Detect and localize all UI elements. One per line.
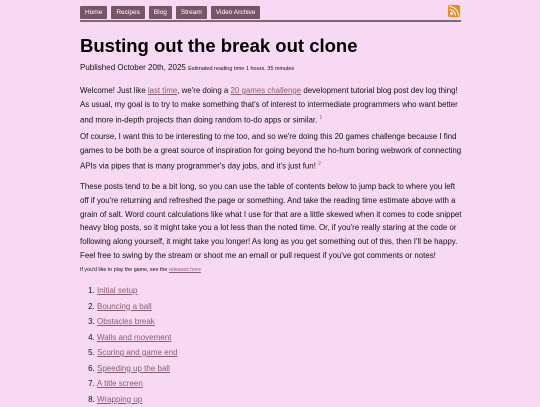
toc-item [97, 314, 178, 330]
header-divider [80, 20, 461, 22]
toc-item [97, 345, 178, 361]
toc-item [97, 299, 178, 315]
post-meta [80, 63, 294, 72]
toc-walls-and-movement-link[interactable]: Walls and movement [97, 333, 171, 342]
toc-bouncing-a-ball-link[interactable]: Bouncing a ball [97, 302, 152, 311]
last-time-link[interactable]: last time [148, 86, 177, 95]
nav-recipes[interactable]: Recipes [111, 6, 144, 19]
rss-feed-icon[interactable] [448, 5, 460, 17]
page-title: Busting out the break out clone [80, 35, 358, 57]
nav-stream[interactable]: Stream [176, 6, 207, 19]
reading-note-paragraph: These posts tend to be a bit long, so you can use the table of contents below to jump back to where you left off if you're returning and refreshed the page or something. And take the reading time estimate above with a grain of salt. Word count calculations like what I use for that are a little skewed when it comes to code snippet heavy blog posts, so it might take you a lot less than the noted time. Or, if you're really staring at the code or following along yourself, it might take you longer! As long as you get something out of this, then I'll be happy. Feel free to swing by the stream or shoot me an email or pull request if you've got comments or notes! [80, 180, 462, 263]
nav-video-archive[interactable]: Video Archive [211, 6, 261, 19]
toc-item [97, 283, 178, 299]
intro-text-2: , we're doing a [177, 86, 230, 95]
releases-link[interactable]: releases here [169, 267, 201, 273]
nav-home[interactable]: Home [80, 6, 107, 19]
toc-obstacles-break-link[interactable]: Obstacles break [97, 317, 155, 326]
nav-blog[interactable]: Blog [149, 6, 172, 19]
reading-time: Estimated reading time 1 hours, 35 minutes [188, 66, 294, 72]
play-game-note [80, 267, 201, 273]
toc-item [97, 330, 178, 346]
toc-item [97, 376, 178, 392]
toc-item [97, 361, 178, 377]
footnote-2-link[interactable]: 2 [318, 161, 321, 167]
rss-arc-outer [449, 6, 459, 16]
play-game-text: If you'd like to play the game, see the [80, 267, 169, 273]
intro-text-1: Welcome! Just like [80, 86, 148, 95]
motivation-text: Of course, I want this to be interesting to me too, and so we're doing this 20 games challenge because I find games to be both be a great source of inspiration for going beyond the ho-hum boring webwork of connecting APIs via pipes that is many programmer's day jobs, and it's just fun! [80, 132, 461, 170]
toc-wrapping-up-link[interactable]: Wrapping up [97, 395, 142, 404]
intro-text-3: development tutorial blog post dev log thing! As usual, my goal is to try to make something that's of interest to intermediate programmers who want better and more in-depth projects than doing random to-do apps or similar. [80, 86, 458, 124]
20-games-challenge-link[interactable]: 20 games challenge [231, 86, 302, 95]
published-date: Published October 20th, 2025 [80, 63, 186, 72]
table-of-contents [80, 283, 178, 407]
motivation-paragraph [80, 130, 462, 173]
intro-paragraph [80, 84, 462, 127]
toc-scoring-and-game-end-link[interactable]: Scoring and game end [97, 348, 178, 357]
footnote-1-link[interactable]: 1 [319, 115, 322, 121]
top-nav [80, 6, 260, 19]
toc-speeding-up-the-ball-link[interactable]: Speeding up the ball [97, 364, 170, 373]
toc-initial-setup-link[interactable]: Initial setup [97, 286, 137, 295]
toc-a-title-screen-link[interactable]: A title screen [97, 379, 143, 388]
